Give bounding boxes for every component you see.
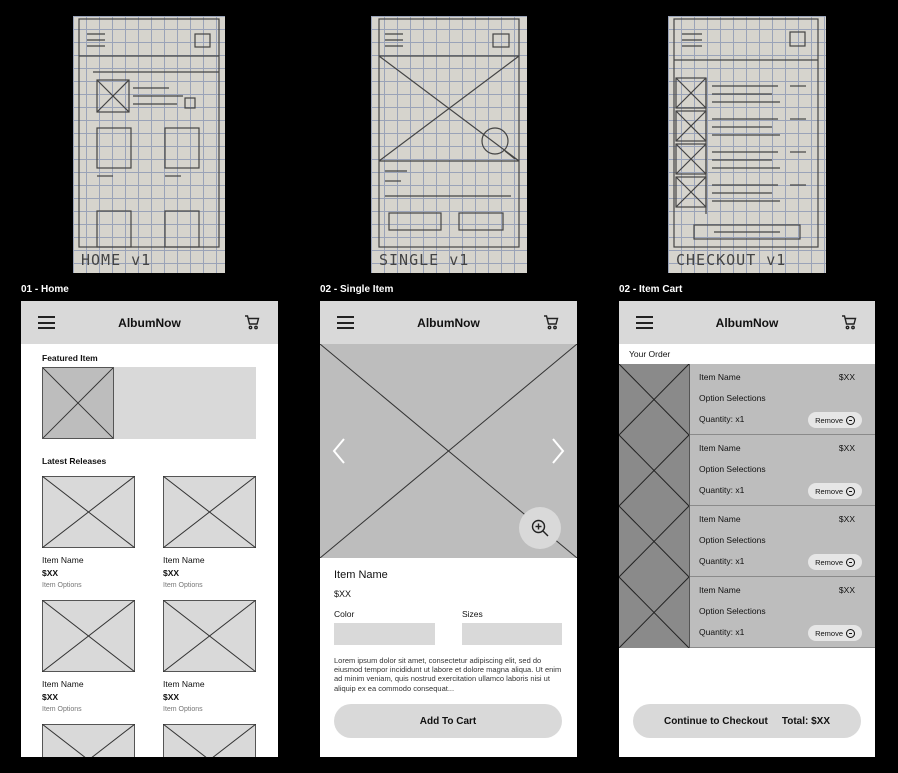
cart-item-name: Item Name [699,443,741,453]
item-price: $XX [163,692,180,702]
featured-image-placeholder [42,367,114,439]
item-price: $XX [42,692,59,702]
shopping-cart-icon[interactable] [543,314,559,330]
minus-circle-icon [846,416,855,425]
cart-item-quantity: Quantity: x1 [699,627,745,637]
cart-item-quantity: Quantity: x1 [699,414,745,424]
cart-item-quantity: Quantity: x1 [699,556,745,566]
featured-title: Featured Item [42,353,98,363]
cart-item-options: Option Selections [699,606,766,616]
cart-row [619,506,875,577]
remove-label: Remove [815,557,843,567]
chevron-right-icon[interactable] [551,437,565,465]
cart-screen [619,301,875,757]
cart-item-name: Item Name [699,585,741,595]
cart-row [619,364,875,435]
app-title: AlbumNow [715,316,779,330]
item-options: Item Options [163,706,203,713]
continue-to-checkout-button[interactable] [633,704,861,738]
frame-label-home: 01 - Home [21,284,69,295]
sketch-single-drawing [371,16,527,273]
cart-item-price: $XX [838,443,855,453]
sketch-checkout [668,16,826,273]
item-name[interactable]: Item Name [163,679,205,689]
item-image-placeholder[interactable] [163,476,256,548]
remove-label: Remove [815,486,843,496]
item-name[interactable]: Item Name [42,555,84,565]
sketch-checkout-drawing [668,16,826,273]
item-price: $XX [334,589,352,599]
sketch-home-caption: HOME v1 [81,251,152,269]
sketch-home [73,16,225,273]
item-options: Item Options [42,582,82,589]
sketch-single-caption: SINGLE v1 [379,251,470,269]
frame-label-cart: 02 - Item Cart [619,284,683,295]
app-title: AlbumNow [118,316,181,330]
remove-button[interactable] [808,554,862,570]
item-name[interactable]: Item Name [42,679,84,689]
app-header [320,301,577,344]
shopping-cart-icon[interactable] [841,314,857,330]
color-select[interactable] [334,623,435,645]
zoom-button[interactable] [519,507,561,549]
remove-button[interactable] [808,483,862,499]
cart-row [619,577,875,648]
minus-circle-icon [846,558,855,567]
home-screen [21,301,278,757]
sizes-label: Sizes [462,609,483,619]
sketch-single [371,16,527,273]
cart-item-name: Item Name [699,514,741,524]
cart-item-name: Item Name [699,372,741,382]
app-header [21,301,278,344]
chevron-left-icon[interactable] [332,437,346,465]
cart-item-thumbnail [619,577,690,648]
cart-item-options: Option Selections [699,393,766,403]
cart-item-options: Option Selections [699,464,766,474]
sizes-select[interactable] [462,623,562,645]
item-description: Lorem ipsum dolor sit amet, consectetur adipiscing elit, sed do eiusmod tempor incididunt ut labore et dolore magna aliqua. Ut enim ad minim veniam, quis nostrud exercitation ullamco laboris nisi ut aliquip ex ea commodo consequat... [334,656,562,693]
item-price: $XX [163,568,180,578]
sketch-checkout-caption: CHECKOUT v1 [676,251,787,269]
cart-item-thumbnail [619,364,690,435]
item-price: $XX [42,568,59,578]
cart-item-price: $XX [838,585,855,595]
cart-item-thumbnail [619,506,690,577]
item-title: Item Name [334,569,388,581]
featured-item-card[interactable] [42,367,256,439]
order-total: Total: $XX [781,715,831,727]
cart-item-price: $XX [838,514,855,524]
minus-circle-icon [846,629,855,638]
color-label: Color [334,609,355,619]
minus-circle-icon [846,487,855,496]
cart-row [619,435,875,506]
item-image-placeholder[interactable] [163,600,256,672]
add-to-cart-button[interactable]: Add To Cart [334,704,562,738]
cart-item-options: Option Selections [699,535,766,545]
cart-item-thumbnail [619,435,690,506]
remove-label: Remove [815,415,843,425]
remove-button[interactable] [808,625,862,641]
remove-label: Remove [815,628,843,638]
app-header [619,301,875,344]
item-name[interactable]: Item Name [163,555,205,565]
latest-releases-title: Latest Releases [42,456,107,466]
item-image-placeholder[interactable] [42,724,135,757]
item-options: Item Options [163,582,203,589]
zoom-in-icon [530,518,550,538]
single-item-screen [320,301,577,757]
item-image-placeholder[interactable] [42,476,135,548]
sketch-home-drawing [73,16,225,273]
item-image-placeholder[interactable] [163,724,256,757]
checkout-label: Continue to Checkout [663,715,768,727]
shopping-cart-icon[interactable] [244,314,260,330]
app-title: AlbumNow [417,316,480,330]
cart-item-quantity: Quantity: x1 [699,485,745,495]
item-options: Item Options [42,706,82,713]
your-order-title: Your Order [629,349,671,359]
item-image-placeholder[interactable] [42,600,135,672]
frame-label-single: 02 - Single Item [320,284,394,295]
product-image-carousel[interactable] [320,344,577,558]
remove-button[interactable] [808,412,862,428]
cart-item-price: $XX [838,372,855,382]
